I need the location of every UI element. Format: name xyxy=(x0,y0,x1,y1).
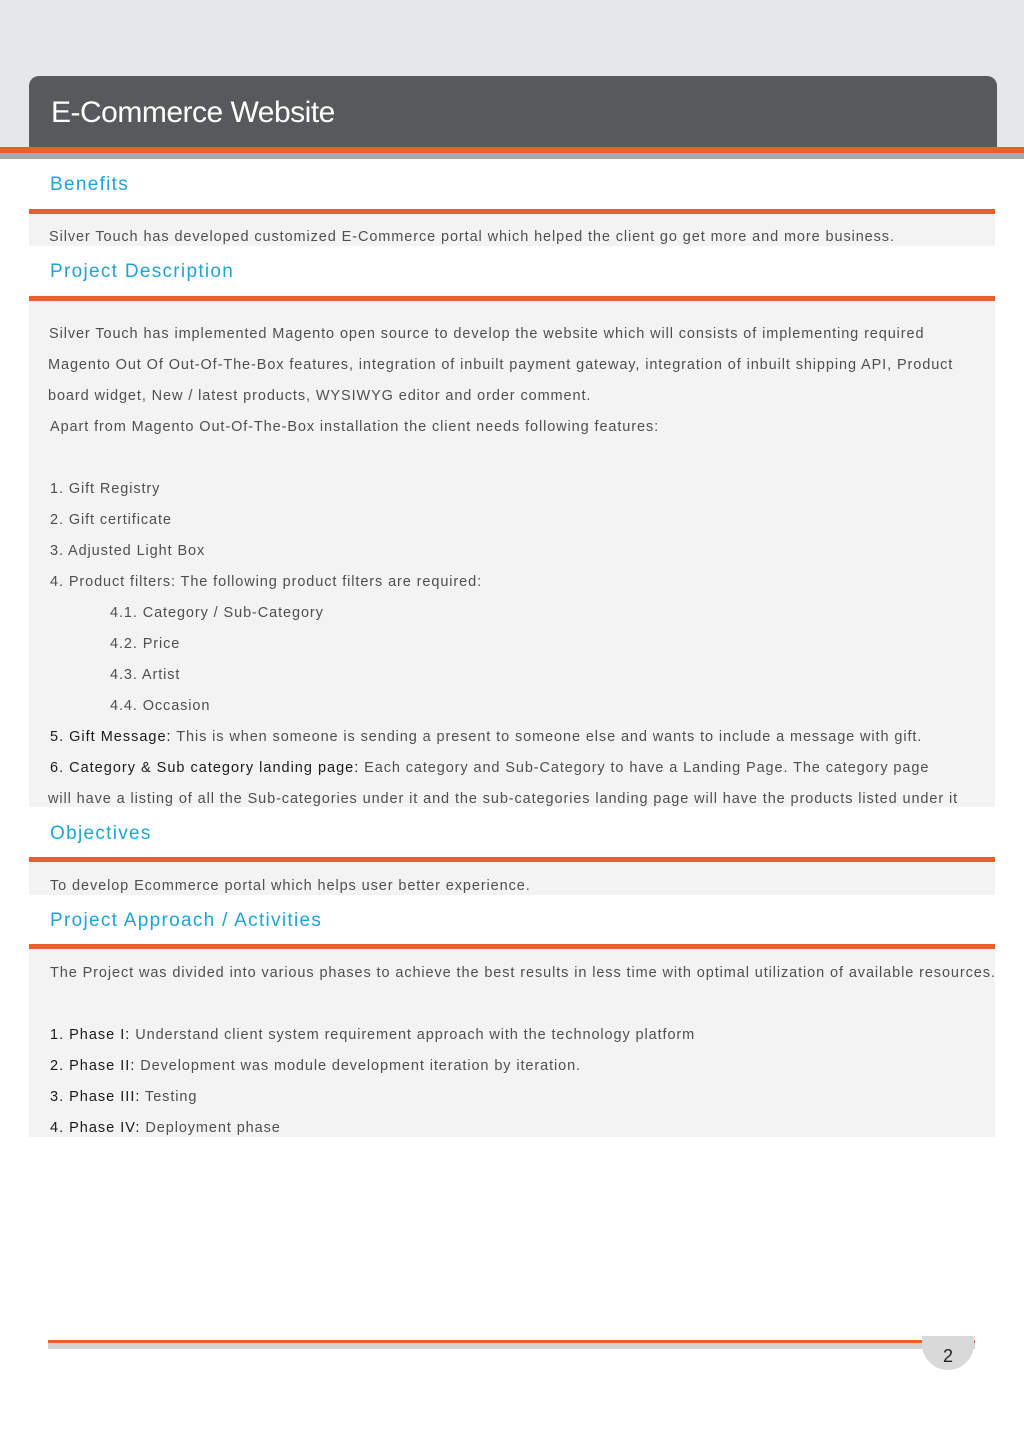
phase-label: 1. Phase I: xyxy=(50,1027,131,1043)
benefits-panel xyxy=(29,214,995,246)
feature-item-gift-message xyxy=(50,729,922,745)
landing-page-text: Each category and Sub-Category to have a Landing Page. The category page xyxy=(359,760,930,776)
filter-subitem: 4.1. Category / Sub-Category xyxy=(110,605,324,621)
description-intro: Apart from Magento Out-Of-The-Box installation the client needs following features: xyxy=(50,419,660,435)
benefits-heading: Benefits xyxy=(50,174,130,195)
description-line: Magento Out Of Out-Of-The-Box features, integration of inbuilt payment gateway, integration of inbuilt shipping API, Product xyxy=(48,357,954,373)
title-bar xyxy=(29,76,997,148)
landing-page-continuation: will have a listing of all the Sub-categories under it and the sub-categories landing page will have the products listed under it xyxy=(48,791,959,807)
benefits-text: Silver Touch has developed customized E-Commerce portal which helped the client go get more and more business. xyxy=(49,229,895,245)
description-line: board widget, New / latest products, WYSIWYG editor and order comment. xyxy=(48,388,592,404)
gift-message-label: 5. Gift Message: xyxy=(50,729,172,745)
title-rule-shadow xyxy=(0,153,1024,159)
feature-item: 4. Product filters: The following product filters are required: xyxy=(50,574,483,590)
project-description-panel xyxy=(29,301,995,807)
filter-subitem: 4.4. Occasion xyxy=(110,698,211,714)
description-line: Silver Touch has implemented Magento open source to develop the website which will consists of implementing required xyxy=(49,326,925,342)
phase-item xyxy=(50,1089,197,1105)
feature-item-landing-page xyxy=(50,760,929,776)
page-title: E-Commerce Website xyxy=(51,96,335,129)
feature-item: 3. Adjusted Light Box xyxy=(50,543,206,559)
objectives-panel xyxy=(29,862,995,895)
phase-label: 4. Phase IV: xyxy=(50,1120,141,1136)
feature-item: 2. Gift certificate xyxy=(50,512,172,528)
landing-page-label: 6. Category & Sub category landing page: xyxy=(50,760,360,776)
phase-text: Deployment phase xyxy=(140,1120,281,1136)
phase-item xyxy=(50,1058,581,1074)
approach-heading: Project Approach / Activities xyxy=(50,910,323,931)
approach-panel xyxy=(29,949,995,1137)
phase-text: Development was module development iteration by iteration. xyxy=(135,1058,581,1074)
gift-message-text: This is when someone is sending a present to someone else and wants to include a message with gift. xyxy=(171,729,923,745)
phase-item xyxy=(50,1027,695,1043)
phase-item xyxy=(50,1120,281,1136)
objectives-text: To develop Ecommerce portal which helps user better experience. xyxy=(50,878,531,894)
feature-item: 1. Gift Registry xyxy=(50,481,161,497)
phase-label: 2. Phase II: xyxy=(50,1058,136,1074)
objectives-heading: Objectives xyxy=(50,823,152,844)
phase-text: Understand client system requirement approach with the technology platform xyxy=(130,1027,696,1043)
approach-intro: The Project was divided into various phases to achieve the best results in less time with optimal utilization of available resources. xyxy=(50,965,996,981)
filter-subitem: 4.2. Price xyxy=(110,636,181,652)
phase-text: Testing xyxy=(140,1089,198,1105)
footer-rule-shadow xyxy=(48,1343,975,1349)
page-number: 2 xyxy=(922,1336,974,1370)
phase-label: 3. Phase III: xyxy=(50,1089,141,1105)
filter-subitem: 4.3. Artist xyxy=(110,667,181,683)
project-description-heading: Project Description xyxy=(50,261,235,282)
